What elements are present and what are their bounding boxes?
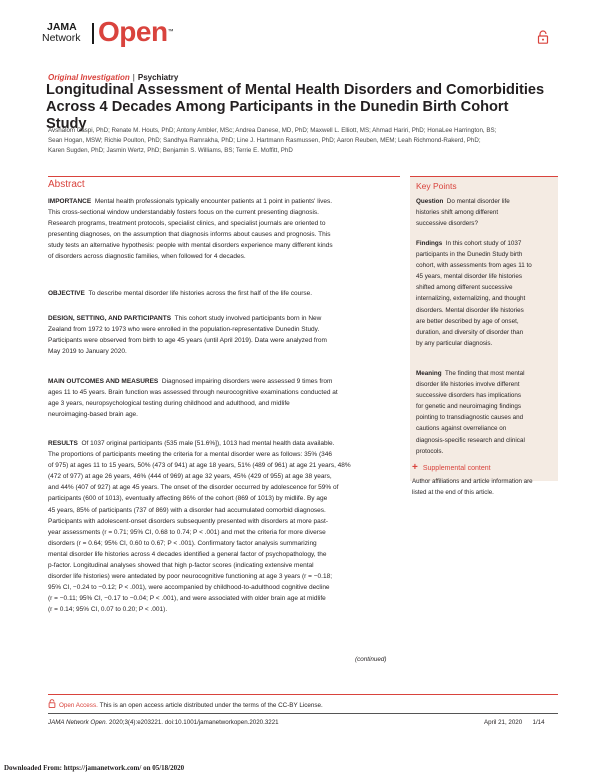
open-access-rule [48,694,558,695]
objective-section [48,288,398,299]
supplemental-label: Supplemental content [422,465,491,472]
logo-divider [92,23,94,44]
abstract-heading: Abstract [48,179,85,190]
results-line: The proportions of participants meeting the criteria for a mental disorder were as follows: 35% (346 [48,451,332,459]
results-line: (r = −0.11; 95% CI, −0.17 to −0.04; P < .001), and were associated with older brain age at midlife [48,595,326,603]
outcomes-line: neuroimaging-based brain age. [48,411,138,419]
logo-network: Network [42,32,81,44]
logo-open-text: Open [98,16,168,47]
findings-line: cohort, with assessments from ages 11 to [416,262,532,270]
author-line: Sean Hogan, MSW; Richie Poulton, PhD; Sandhya Ramrakha, PhD; Line J. Hartmann Rasmussen, PhD; Aaron Reuben, MEM; Leah Richmond-Rakerd, PhD; [48,137,481,144]
logo-open [98,17,173,47]
results-line: 95% CI, −0.24 to −0.12; P < .001), were accompanied by childhood-to-adulthood cognitive decline [48,584,330,592]
importance-line: Mental health professionals typically encounter patients at 1 point in patients' lives. [94,198,333,205]
plus-icon: + [412,462,418,473]
question-line: histories shift among different [416,209,499,217]
results-line: disorder life histories) were antedated by poor neurocognitive functioning at age 3 years (r = −0.18; [48,573,333,581]
footer-doi: 2020;3(4):e203221. doi:10.1001/jamanetworkopen.2020.3221 [109,719,279,726]
open-access-lock-icon [537,30,549,44]
meaning-line: diagnosis-specific research and clinical [416,436,525,444]
continued-note: (continued) [355,656,387,663]
design-line: Zealand from 1972 to 1973 who were enrolled in the population-representative Dunedin Study. [48,326,320,334]
results-line: (472 of 977) at age 26 years, 46% (444 of 969) at age 32 years, 45% (429 of 955) at age 38 years, [48,473,332,481]
findings-line: In this cohort study of 1037 [445,240,522,247]
article-title: Longitudinal Assessment of Mental Health Disorders and Comorbidities Across 4 Decades Among Participants in the Dunedin Birth Cohort Study [46,82,545,132]
results-line: disorders (r = 0.64; 95% CI, 0.60 to 0.67; P < .001). Confirmatory factor analysis summarizing [48,539,317,547]
question-line: successive disorders? [416,220,478,228]
findings-line: shifted among different successive [416,284,513,292]
open-access-label: Open Access. [59,702,98,709]
question-line: Do mental disorder life [446,198,510,205]
outcomes-line: ages 11 to 45 years. Brain function was assessed through neurocognitive examinations conducted at [48,389,338,397]
footer-page: 1/14 [532,719,545,726]
findings-line: duration, and diversity of disorder than [416,328,524,336]
outcomes-line: age 3 years, neuropsychological testing during childhood and adulthood, and midlife [48,400,290,408]
meaning-line: successive disorders has implications [416,392,521,400]
open-access-text: This is an open access article distributed under the terms of the CC-BY License. [99,702,323,709]
design-line: May 2019 to January 2020. [48,348,127,356]
author-list [48,126,558,156]
key-points-meaning [416,368,552,457]
objective-line: To describe mental disorder life histories across the first half of the life course. [88,290,313,297]
meaning-line: disorder life histories involve different [416,381,520,389]
objective-label: OBJECTIVE [48,290,85,297]
open-access-line [48,699,323,709]
importance-line: of disorders across diagnostic families, when followed for 4 decades. [48,253,246,261]
affiliations-line: listed at the end of this article. [412,488,494,496]
section-separator: | [132,73,135,82]
importance-label: IMPORTANCE [48,198,92,205]
findings-line: internalizing, externalizing, and thought [416,295,526,303]
open-access-lock-small-icon [48,699,56,708]
meaning-line: The finding that most mental [445,370,525,377]
abstract-rule [48,176,400,177]
logo-jama: JAMA [47,21,77,33]
findings-line: disorders. Mental disorder life histories [416,306,524,314]
findings-line: 45 years, mental disorder life histories [416,273,523,281]
meaning-label: Meaning [416,370,442,377]
importance-line: Research programs, treatment protocols, specialist clinics, and specialist journals are oriented to [48,220,326,228]
meaning-line: pointing to transdiagnostic causes and [416,414,524,422]
key-points-heading: Key Points [416,181,457,191]
author-line: Avshalom Caspi, PhD; Renate M. Houts, PhD; Antony Ambler, MSc; Andrea Danese, MD, PhD; Maxwell L. Elliott, MS; Ahmad Hariri, PhD; HonaLee Harrington, BS; [48,127,497,134]
results-line: year assessments (r = 0.71; 95% CI, 0.68 to 0.74; P < .001) and met the criteria for more diverse [48,528,326,536]
footer-date: April 21, 2020 [484,719,523,726]
meaning-line: for genetic and neuroimaging findings [416,403,522,411]
findings-line: participants in the Dunedin Study birth [416,251,523,259]
results-line: mental disorder life histories across 4 decades identified a general factor of psychopathology, the [48,550,327,558]
design-line: Participants were observed from birth to age 45 years (until April 2019). Data were analyzed from [48,337,327,345]
meaning-line: protocols. [416,447,444,455]
results-line: Of 1037 original participants (535 male [51.6%]), 1013 had mental health data available. [81,440,335,447]
results-line: and 44% (407 of 927) at age 45 years. The onset of the disorder occurred by adolescence for 59% of [48,484,339,492]
results-line: 45 years, 85% of participants (737 of 869) with a disorder had accumulated comorbid diagnoses. [48,506,326,514]
question-label: Question [416,198,444,205]
results-line: participants (600 of 1013), eventually affecting 86% of the cohort (869 of 1013) by midlife. By age [48,495,328,503]
footer-date-page [484,719,545,726]
article-section-line [48,73,178,82]
supplemental-content-link[interactable] [412,462,491,473]
footer-citation [48,719,279,726]
article-type: Original Investigation [48,73,130,82]
affiliations-line: Author affiliations and article information are [412,478,533,485]
outcomes-section [48,376,398,420]
outcomes-line: Diagnosed impairing disorders were assessed 9 times from [161,378,333,385]
affiliations-note [412,477,552,498]
importance-section [48,196,398,263]
author-line: Karen Sugden, PhD; Jasmin Wertz, PhD; Benjamin S. Williams, BS; Terrie E. Moffitt, PhD [48,147,293,154]
findings-label: Findings [416,240,443,247]
design-section [48,313,398,357]
results-section [48,438,398,616]
design-label: DESIGN, SETTING, AND PARTICIPANTS [48,315,172,322]
importance-line: presenting diagnoses, on the assumption that diagnosis informs about causes and prognosis. This [48,231,331,239]
meaning-line: cautions against overreliance on [416,425,507,433]
results-line: of 975) at ages 11 to 15 years, 50% (473 of 941) at age 18 years, 51% (489 of 961) at age 21 years, 48% [48,462,351,470]
key-points-question [416,196,552,229]
footer-journal: JAMA Network Open. [48,719,108,726]
downloaded-stamp: Downloaded From: https://jamanetwork.com/ on 05/18/2020 [4,764,185,772]
results-line: Participants with adolescent-onset disorders subsequently presented with disorders at more past- [48,517,329,525]
findings-line: are better described by age of onset, [416,317,519,325]
outcomes-label: MAIN OUTCOMES AND MEASURES [48,378,159,385]
footer-rule [48,713,558,714]
importance-line: This cross-sectional window understandably fosters focus on the current presenting diagnosis. [48,209,319,217]
findings-line: by any particular diagnosis. [416,339,493,347]
logo-tm: ™ [167,29,174,35]
importance-line: study tests an alternative hypothesis: people with mental disorders experience many different kinds [48,242,333,250]
results-line: p-factor. Longitudinal analyses showed that high p-factor scores (indicating extensive mental [48,562,314,570]
key-points-findings [416,238,552,349]
specialty: Psychiatry [137,73,179,82]
results-line: (r = 0.14; 95% CI, 0.07 to 0.20; P < .001). [48,606,168,614]
results-label: RESULTS [48,440,78,447]
design-line: This cohort study involved participants born in New [174,315,322,322]
